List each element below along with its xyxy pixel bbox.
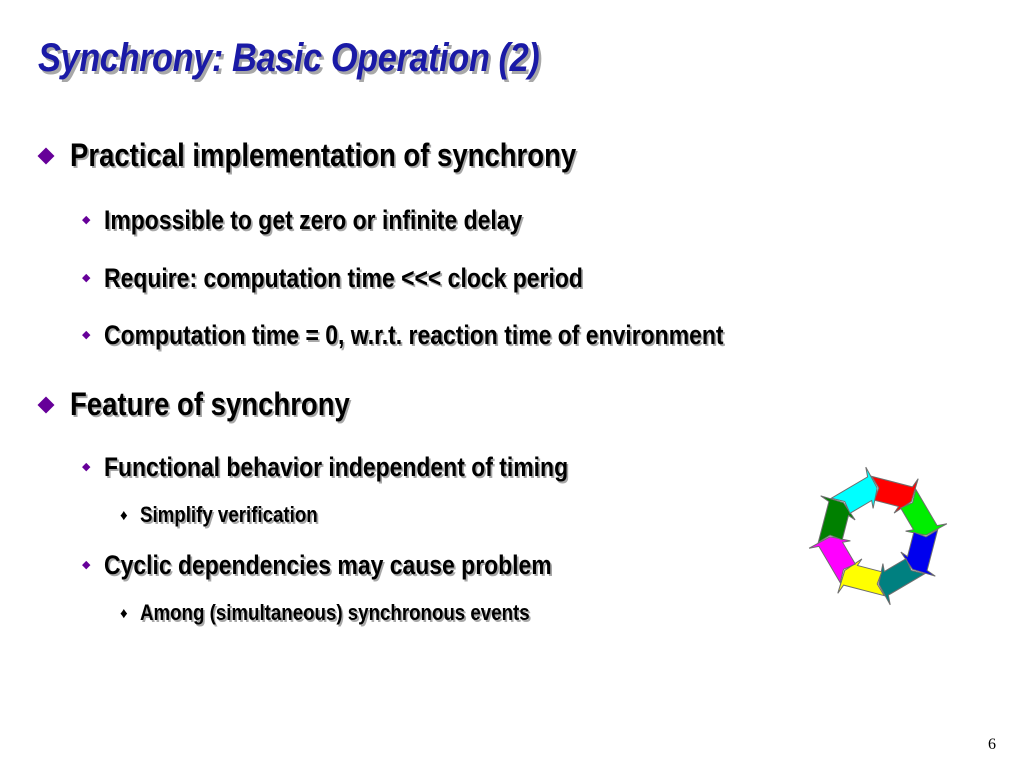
diamond-bullet-icon: ♦ [120, 506, 128, 524]
sub-bullet-text: Computation time = 0, w.r.t. reaction time of environment [104, 320, 724, 350]
sub-bullet-text: Require: computation time <<< clock period [104, 263, 584, 293]
sub-sub-bullet-simplify-verification [120, 502, 349, 528]
bullet-practical-implementation [40, 137, 659, 174]
small-diamond-bullet-icon: ◆ [82, 329, 91, 341]
page-title: Synchrony: Basic Operation (2) [38, 36, 540, 80]
sub-bullet-text: Impossible to get zero or infinite delay [104, 205, 523, 235]
small-diamond-bullet-icon: ◆ [82, 272, 91, 284]
sub-sub-bullet-among-events [120, 600, 598, 626]
page-number: 6 [988, 736, 996, 753]
bullet-text: Feature of synchrony [70, 386, 350, 422]
sub-bullet-require [82, 263, 668, 294]
sub-bullet-text: Functional behavior independent of timing [104, 452, 569, 482]
diamond-bullet-icon [38, 396, 55, 413]
sub-bullet-computation-time [82, 320, 833, 351]
sub-bullet-cyclic-dependencies [82, 550, 631, 581]
sub-sub-bullet-text: Simplify verification [139, 502, 318, 527]
small-diamond-bullet-icon: ◆ [82, 214, 91, 226]
sub-bullet-functional-behavior [82, 452, 650, 483]
diamond-bullet-icon [38, 147, 55, 164]
bullet-text: Practical implementation of synchrony [70, 137, 577, 173]
cycle-arrows-icon [808, 466, 948, 606]
sub-bullet-text: Cyclic dependencies may cause problem [104, 550, 553, 580]
sub-bullet-zero-delay [82, 205, 597, 236]
diamond-bullet-icon: ♦ [120, 604, 128, 622]
sub-sub-bullet-text: Among (simultaneous) synchronous events [139, 600, 530, 625]
bullet-feature-of-synchrony [40, 386, 395, 423]
small-diamond-bullet-icon: ◆ [82, 461, 91, 473]
small-diamond-bullet-icon: ◆ [82, 559, 91, 571]
